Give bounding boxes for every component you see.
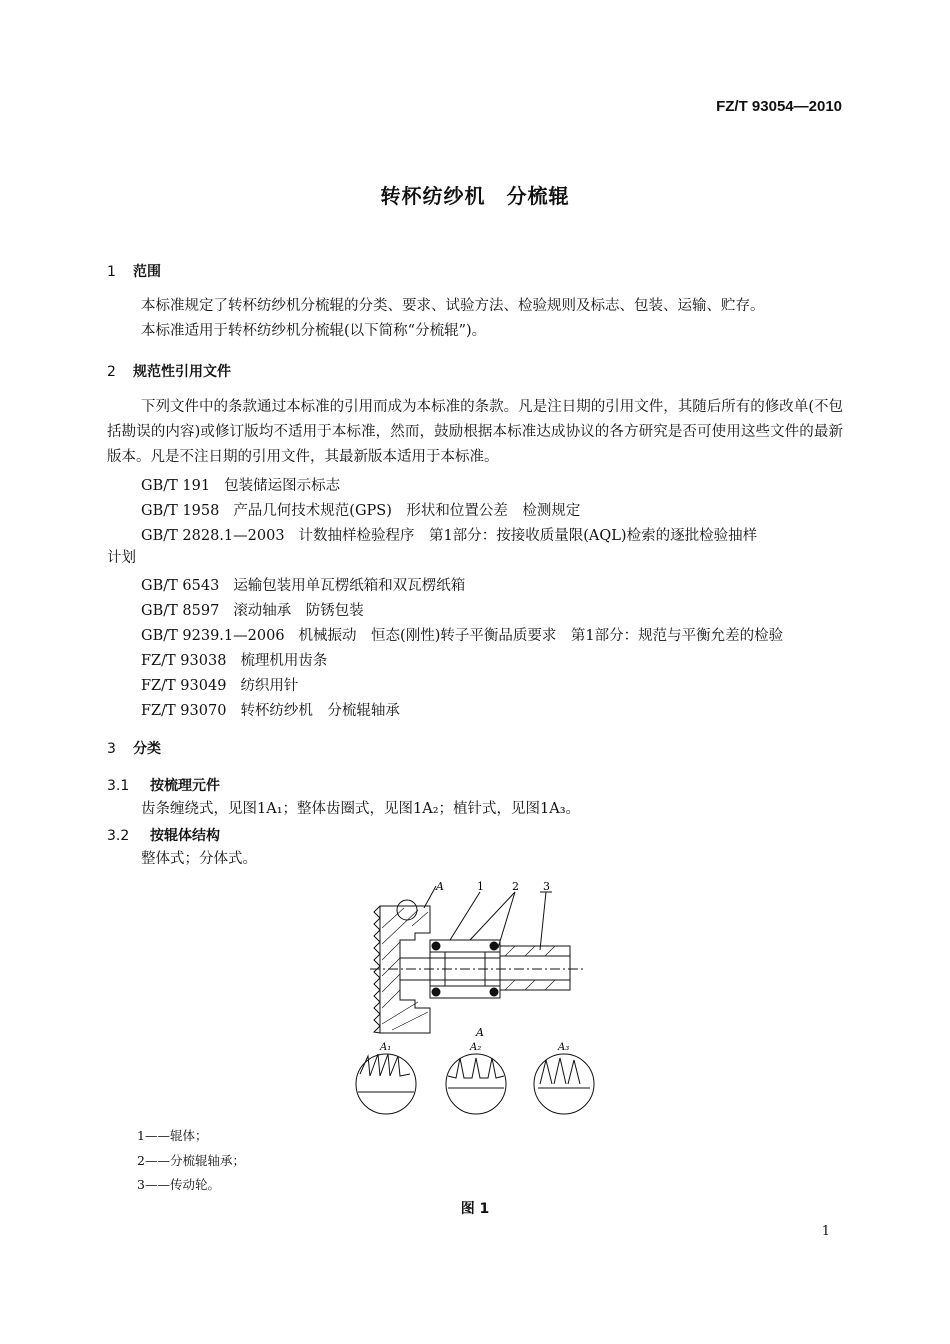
detail-circle-a bbox=[397, 900, 417, 920]
reference-continuation: 计划 bbox=[107, 550, 136, 566]
section-title: 分类 bbox=[133, 741, 161, 757]
subsection-3-1-text: 齿条缠绕式，见图1A₁；整体齿圈式，见图1A₂；植针式，见图1A₃。 bbox=[141, 801, 581, 817]
reference-code: GB/T 9239.1—2006 bbox=[141, 628, 285, 644]
scope-paragraph-2: 本标准适用于转杯纺纱机分梳辊(以下简称“分梳辊”)。 bbox=[141, 323, 487, 339]
section-title: 规范性引用文件 bbox=[133, 364, 231, 380]
callout-3: 3 bbox=[543, 880, 550, 893]
legend-item-3: 3——传动轮。 bbox=[137, 1177, 220, 1192]
subsection-3-2-heading bbox=[107, 825, 220, 845]
section-2-heading bbox=[107, 361, 231, 381]
reference-item bbox=[141, 574, 465, 595]
figure-caption: 图 1 bbox=[460, 1201, 490, 1217]
reference-title: 纺织用针 bbox=[240, 678, 299, 694]
reference-item bbox=[141, 649, 327, 670]
reference-item bbox=[141, 699, 400, 720]
section-number: 3 bbox=[107, 741, 116, 757]
reference-code: FZ/T 93038 bbox=[141, 653, 227, 669]
reference-code: FZ/T 93070 bbox=[141, 703, 227, 719]
reference-item bbox=[141, 599, 364, 620]
drive-pulley bbox=[500, 946, 570, 990]
subsection-number: 3.1 bbox=[107, 778, 130, 794]
reference-code: GB/T 1958 bbox=[141, 503, 220, 519]
reference-title: 包装储运图示标志 bbox=[224, 478, 341, 494]
reference-title: 计数抽样检验程序 第1部分：按接收质量限(AQL)检索的逐批检验抽样 bbox=[298, 528, 758, 544]
callout-a: A bbox=[436, 880, 444, 893]
section-title: 范围 bbox=[133, 264, 161, 280]
scope-paragraph-1: 本标准规定了转杯纺纱机分梳辊的分类、要求、试验方法、检验规则及标志、包装、运输、贮存。 bbox=[141, 298, 765, 314]
section-3-heading bbox=[107, 738, 161, 758]
subsection-number: 3.2 bbox=[107, 828, 130, 844]
reference-code: GB/T 6543 bbox=[141, 578, 220, 594]
document-title: 转杯纺纱机 分梳辊 bbox=[380, 184, 570, 208]
detail-label-a3: A₃ bbox=[558, 1042, 570, 1053]
callout-1: 1 bbox=[477, 880, 484, 893]
roller-body bbox=[380, 906, 430, 1033]
standard-code: FZ/T 93054—2010 bbox=[716, 98, 842, 115]
subsection-title: 按辊体结构 bbox=[150, 828, 220, 844]
detail-label-a2: A₂ bbox=[470, 1042, 482, 1053]
reference-code: GB/T 8597 bbox=[141, 603, 220, 619]
reference-item bbox=[141, 624, 783, 645]
detail-label-a1: A₁ bbox=[380, 1042, 392, 1053]
section-number: 1 bbox=[107, 264, 116, 280]
reference-item bbox=[141, 499, 580, 520]
reference-title: 产品几何技术规范(GPS) 形状和位置公差 检测规定 bbox=[233, 503, 581, 519]
subsection-title: 按梳理元件 bbox=[150, 778, 220, 794]
legend-item-2: 2——分梳辊轴承； bbox=[137, 1153, 245, 1168]
reference-code: GB/T 2828.1—2003 bbox=[141, 528, 285, 544]
page-number: 1 bbox=[821, 1224, 830, 1239]
references-intro: 下列文件中的条款通过本标准的引用而成为本标准的条款。凡是注日期的引用文件，其随后所有的修改单(不包括勘误的内容)或修订版均不适用于本标准，然而，鼓励根据本标准达成协议的各方研究是否可使用这些文件的最新版本。凡是不注日期的引用文件，其最新版本适用于本标准。 bbox=[107, 399, 843, 465]
subsection-3-1-heading bbox=[107, 775, 220, 795]
reference-item bbox=[141, 474, 340, 495]
reference-title: 梳理机用齿条 bbox=[240, 653, 328, 669]
detail-a3-circle bbox=[534, 1054, 594, 1114]
reference-title: 滚动轴承 防锈包装 bbox=[233, 603, 364, 619]
detail-a2-circle bbox=[446, 1054, 506, 1114]
reference-title: 转杯纺纱机 分梳辊轴承 bbox=[240, 703, 400, 719]
reference-title: 运输包装用单瓦楞纸箱和双瓦楞纸箱 bbox=[233, 578, 466, 594]
detail-title: A bbox=[476, 1026, 484, 1039]
subsection-3-2-text: 整体式；分体式。 bbox=[141, 851, 257, 867]
reference-item bbox=[141, 674, 298, 695]
reference-item bbox=[141, 524, 757, 545]
callout-2: 2 bbox=[512, 880, 519, 893]
reference-title: 机械振动 恒态(刚性)转子平衡品质要求 第1部分：规范与平衡允差的检验 bbox=[298, 628, 784, 644]
reference-code: FZ/T 93049 bbox=[141, 678, 227, 694]
reference-code: GB/T 191 bbox=[141, 478, 211, 494]
figure-1-drawing bbox=[340, 878, 630, 1128]
legend-item-1: 1——辊体； bbox=[137, 1128, 208, 1143]
section-1-heading bbox=[107, 261, 161, 281]
section-number: 2 bbox=[107, 364, 116, 380]
